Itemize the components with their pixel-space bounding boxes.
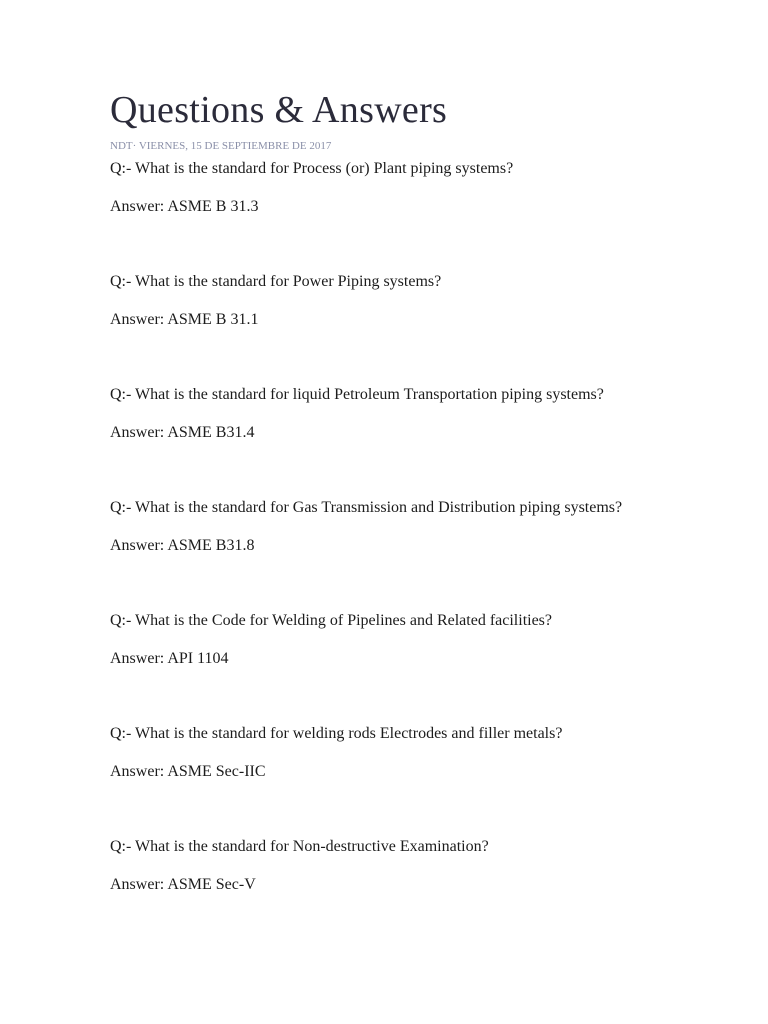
qa-item bbox=[110, 724, 730, 837]
qa-item bbox=[110, 272, 730, 385]
qa-item bbox=[110, 159, 730, 272]
qa-item bbox=[110, 385, 730, 498]
question-text: Q:- What is the standard for welding rods Electrodes and filler metals? bbox=[110, 725, 563, 742]
question-text: Q:- What is the Code for Welding of Pipelines and Related facilities? bbox=[110, 612, 553, 629]
question-text: Q:- What is the standard for Power Piping systems? bbox=[110, 273, 442, 290]
question-text: Q:- What is the standard for Process (or) Plant piping systems? bbox=[110, 160, 514, 177]
post-meta: NDT· VIERNES, 15 DE SEPTIEMBRE DE 2017 bbox=[110, 140, 332, 152]
answer-text: Answer: ASME B 31.1 bbox=[110, 311, 259, 328]
document-page bbox=[110, 88, 730, 950]
page-title: Questions & Answers bbox=[110, 89, 448, 131]
qa-item bbox=[110, 611, 730, 724]
answer-text: Answer: API 1104 bbox=[110, 650, 229, 667]
qa-item bbox=[110, 837, 730, 950]
answer-text: Answer: ASME Sec-IIC bbox=[110, 763, 266, 780]
question-text: Q:- What is the standard for Non-destructive Examination? bbox=[110, 838, 489, 855]
question-text: Q:- What is the standard for liquid Petroleum Transportation piping systems? bbox=[110, 386, 604, 403]
answer-text: Answer: ASME Sec-V bbox=[110, 876, 256, 893]
answer-text: Answer: ASME B 31.3 bbox=[110, 198, 259, 215]
qa-list bbox=[110, 159, 730, 950]
qa-item bbox=[110, 498, 730, 611]
answer-text: Answer: ASME B31.8 bbox=[110, 537, 255, 554]
question-text: Q:- What is the standard for Gas Transmission and Distribution piping systems? bbox=[110, 499, 623, 516]
answer-text: Answer: ASME B31.4 bbox=[110, 424, 255, 441]
